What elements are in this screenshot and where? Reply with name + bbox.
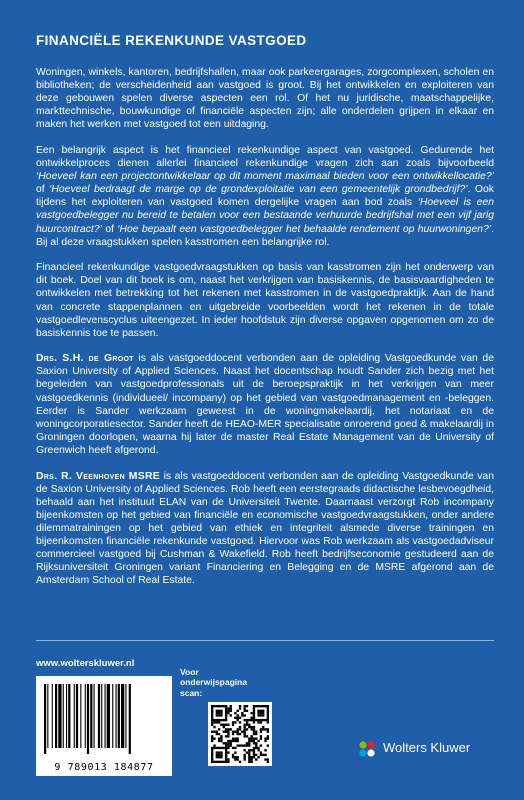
author-bio-2 [36, 470, 494, 588]
scan-line-3: scan: [180, 687, 203, 698]
question-2: ‘Hoeveel bedraagt de marge op de grondexploitatie van een gemeentelijk grondbedrijf?’ [49, 184, 468, 196]
question-4: ‘Hoe bepaalt een vastgoedbelegger het behaalde rendement op huurwoningen?’ [117, 223, 492, 235]
book-title: FINANCIËLE REKENKUNDE VASTGOED [36, 33, 307, 48]
qr-code-icon[interactable] [208, 702, 272, 766]
question-3: ‘Hoeveel is een vastgoedbelegger nu bereid te betalen voor een bestaande verhuurde bedrijfshal met een vijf jarig huurcontract?’ [36, 197, 494, 235]
aspect-text-b: of [36, 184, 50, 196]
author-text-2: is als vastgoeddocent verbonden aan de opleiding Vastgoedkunde van de Saxion University of Applied Sciences. Rob heeft een eerstegraads didactische lesbevoegdheid, behaald aan het instituut ELAN van de Universiteit Twente. Daarnaast verzorgt Rob incompany bijeenkomsten op het gebied van financiële en economische vastgoedvraagstukken, onder andere dilemmatrainingen op het gebied van ethiek en integriteit alsmede diverse trainingen en bijeenkomsten financiële rekenkunde vastgoed. Hiervoor was Rob werkzaam als vastgoedadviseur commercieel vastgoed bij Cushman & Wakefield. Rob heeft bedrijfseconomie gestudeerd aan de Rijksuniversiteit Groningen variant Financiering en Belegging en de MSRE afgerond aan de Amsterdam School of Real Estate. [36, 470, 494, 587]
scan-line-2: onderwijspagina [180, 677, 248, 688]
question-1: ‘Hoeveel kan een projectontwikkelaar op dit moment maximaal bieden voor een ontwikkellocatie?’ [36, 171, 494, 183]
divider [36, 640, 494, 641]
qr-modules [211, 705, 269, 763]
author-name-1: Drs. S.H. de Groot [36, 353, 134, 365]
isbn-number: 9 789013 184877 [54, 762, 154, 773]
publisher-logo [355, 737, 495, 761]
barcode-bars [42, 684, 166, 754]
aspect-text-a: Een belangrijk aspect is het financieel rekenkundige aspect van vastgoed. Gedurende het ontwikkelproces dienen allerlei financieel rekenkundige vragen zich aan zoals bijvoorbeeld [36, 144, 494, 170]
author-name-2: Drs. R. Veenhoven MSRE [36, 470, 161, 482]
aspect-text-c: . Ook tijdens het exploiteren van vastgoed komen dergelijke vragen aan bod zoals [36, 184, 494, 209]
scan-line-1: Voor [180, 667, 199, 677]
wolters-kluwer-logo-icon [355, 737, 379, 761]
scan-instruction [180, 667, 247, 698]
barcode-icon [36, 676, 172, 776]
aspect-paragraph [36, 144, 494, 249]
aspect-text-d: of [101, 223, 118, 235]
aspect-text-e: . Bij al deze vraagstukken spelen kasstromen een belangrijke rol. [36, 223, 494, 248]
author-bio-1 [36, 352, 494, 457]
subject-paragraph: Financieel rekenkundige vastgoedvraagstukken op basis van kasstromen zijn het onderwerp van dit boek. Doel van dit boek is om, naast het verkrijgen van basiskennis, de basisvaardigheden te ontwikkelen met betrekking tot het rekenen met kasstromen in de vastgoedpraktijk. Aan de hand van concrete stappenplannen en uitgebreide voorbeelden wordt het rekenen in de totale vastgoedlevenscyclus uiteengezet. In ieder hoofdstuk zijn diverse opgaven opgenomen om zo de basiskennis toe te passen. [36, 262, 494, 339]
blurb [36, 66, 494, 600]
publisher-url: www.wolterskluwer.nl [36, 658, 135, 669]
publisher-name: Wolters Kluwer [383, 740, 471, 755]
intro-paragraph: Woningen, winkels, kantoren, bedrijfshallen, maar ook parkeergarages, zorgcomplexen, scholen en bibliotheken; de verscheidenheid aan vastgoed is groot. Bij het ontwikkelen en exploiteren van deze gebouwen spelen diverse aspecten een rol. Of het nu juridische, maatschappelijke, markttechnische, bouwkundige of financiële aspecten zijn; alle onderdelen grijpen in elkaar en maken het werken met vastgoed tot een uitdaging. [36, 67, 494, 131]
author-text-1: is als vastgoeddocent verbonden aan de opleiding Vastgoedkunde van de Saxion University of Applied Sciences. Naast het docentschap houdt Sander zich bezig met het begeleiden van vastgoedprofessionals uit de beroepspraktijk in het verkrijgen van meer vastgoedkennis (individueel/ incompany) op het gebied van vastgoedmanagement en -beleggen. Eerder is Sander werkzaam geweest in de woningmakelaardij, het notariaat en de woningcorporatiesector. Sander heeft de HEAO-MER specialisatie onroerend goed & makelaardij in Groningen doorlopen, waarna hij later de master Real Estate Management van de University of Greenwich heeft afgerond. [36, 353, 495, 456]
